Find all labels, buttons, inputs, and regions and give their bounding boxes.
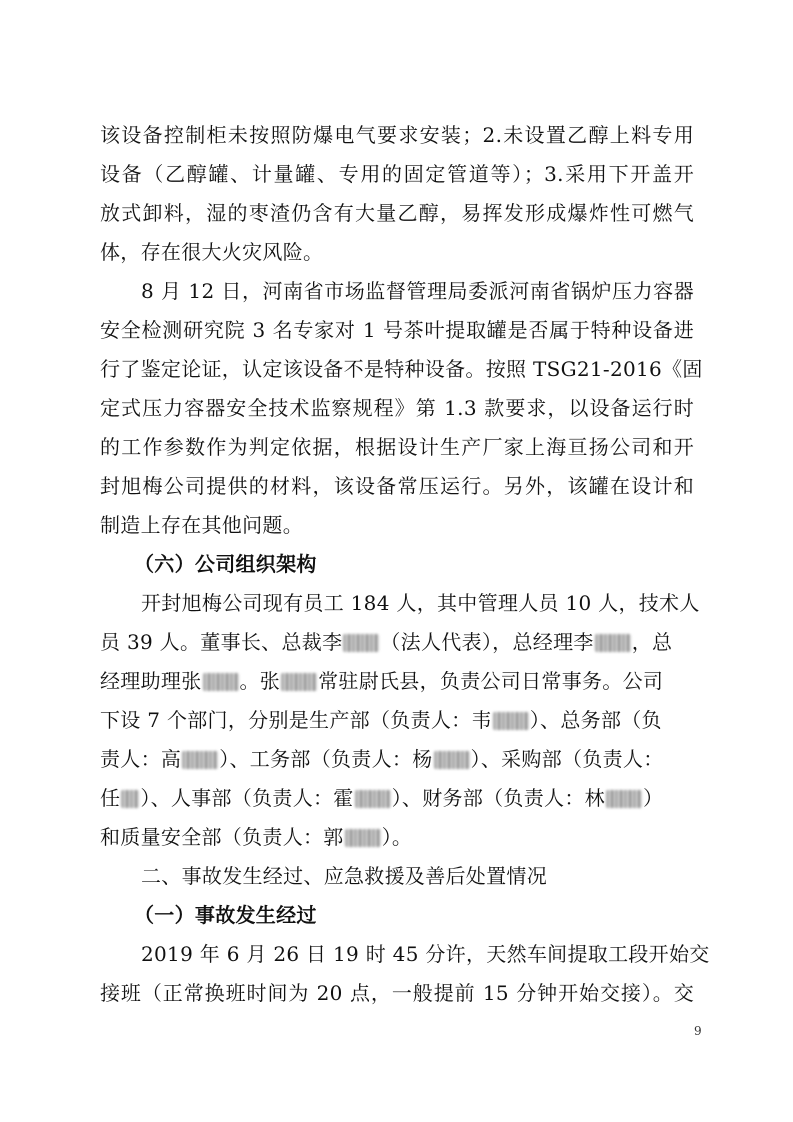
text-segment: ）、总务部（负 bbox=[529, 708, 662, 732]
text-line: 行了鉴定论证，认定该设备不是特种设备。按照 TSG21-2016《固 bbox=[100, 357, 703, 381]
redacted-name bbox=[182, 751, 218, 769]
text-segment: （法人代表），总经理李 bbox=[380, 630, 594, 654]
redacted-name bbox=[345, 829, 381, 847]
page-number: 9 bbox=[694, 1024, 702, 1038]
text-segment: 经理助理张 bbox=[100, 669, 202, 693]
redacted-name bbox=[355, 790, 391, 808]
chapter-heading: 二、事故发生经过、应急救援及善后处置情况 bbox=[141, 864, 547, 888]
text-line: 放式卸料，湿的枣渣仍含有大量乙醇，易挥发形成爆炸性可燃气 bbox=[100, 201, 694, 225]
text-segment: 。张 bbox=[239, 669, 281, 693]
text-segment: 下设 7 个部门，分别是生产部（负责人：韦 bbox=[100, 708, 492, 732]
text-segment: ）、财务部（负责人：林 bbox=[391, 786, 605, 810]
text-line: 定式压力容器安全技术监察规程》第 1.3 款要求，以设备运行时 bbox=[100, 396, 694, 420]
redacted-name bbox=[343, 634, 379, 652]
text-line: 制造上存在其他问题。 bbox=[100, 513, 303, 537]
text-line bbox=[100, 703, 694, 737]
text-line: 体，存在很大火灾风险。 bbox=[100, 240, 324, 264]
redacted-name bbox=[606, 790, 642, 808]
text-line: 封旭梅公司提供的材料，该设备常压运行。另外，该罐在设计和 bbox=[100, 474, 694, 498]
redacted-name bbox=[203, 673, 239, 691]
text-line: 安全检测研究院 3 名专家对 1 号茶叶提取罐是否属于特种设备进 bbox=[100, 318, 694, 342]
text-segment: 常驻尉氏县，负责公司日常事务。公司 bbox=[318, 669, 664, 693]
text-segment: 任 bbox=[100, 786, 121, 810]
text-line bbox=[100, 664, 694, 698]
text-line: 2019 年 6 月 26 日 19 时 45 分许，天然车间提取工段开始交 bbox=[141, 942, 710, 966]
text-segment: ）、工务部（负责人：杨 bbox=[219, 747, 433, 771]
text-segment: ）。 bbox=[381, 825, 413, 849]
section-heading: （六）公司组织架构 bbox=[134, 552, 317, 576]
text-segment: ）、采购部（负责人： bbox=[470, 747, 664, 771]
text-line: 该设备控制柜未按照防爆电气要求安装；2.未设置乙醇上料专用 bbox=[100, 123, 694, 147]
redacted-name bbox=[281, 673, 317, 691]
text-line bbox=[100, 820, 694, 854]
redacted-name bbox=[434, 751, 470, 769]
text-line bbox=[100, 625, 694, 659]
text-line: 接班（正常换班时间为 20 点，一般提前 15 分钟开始交接）。交 bbox=[100, 981, 694, 1005]
redacted-name bbox=[121, 790, 139, 808]
text-line bbox=[100, 742, 694, 776]
text-segment: ）、人事部（负责人：霍 bbox=[140, 786, 354, 810]
text-line: 的工作参数作为判定依据，根据设计生产厂家上海亘扬公司和开 bbox=[100, 435, 694, 459]
redacted-name bbox=[493, 712, 529, 730]
text-line: 开封旭梅公司现有员工 184 人，其中管理人员 10 人，技术人 bbox=[141, 591, 700, 615]
text-segment: 员 39 人。董事长、总裁李 bbox=[100, 630, 343, 654]
text-segment: ） bbox=[642, 786, 664, 810]
text-line: 8 月 12 日，河南省市场监督管理局委派河南省锅炉压力容器 bbox=[141, 279, 694, 303]
text-segment: 和质量安全部（负责人：郭 bbox=[100, 825, 344, 849]
text-segment: ，总 bbox=[631, 630, 673, 654]
text-line bbox=[100, 781, 694, 815]
text-line: 设备（乙醇罐、计量罐、专用的固定管道等）；3.采用下开盖开 bbox=[100, 162, 694, 186]
redacted-name bbox=[595, 634, 631, 652]
section-heading: （一）事故发生经过 bbox=[134, 903, 317, 927]
text-segment: 责人：高 bbox=[100, 747, 182, 771]
